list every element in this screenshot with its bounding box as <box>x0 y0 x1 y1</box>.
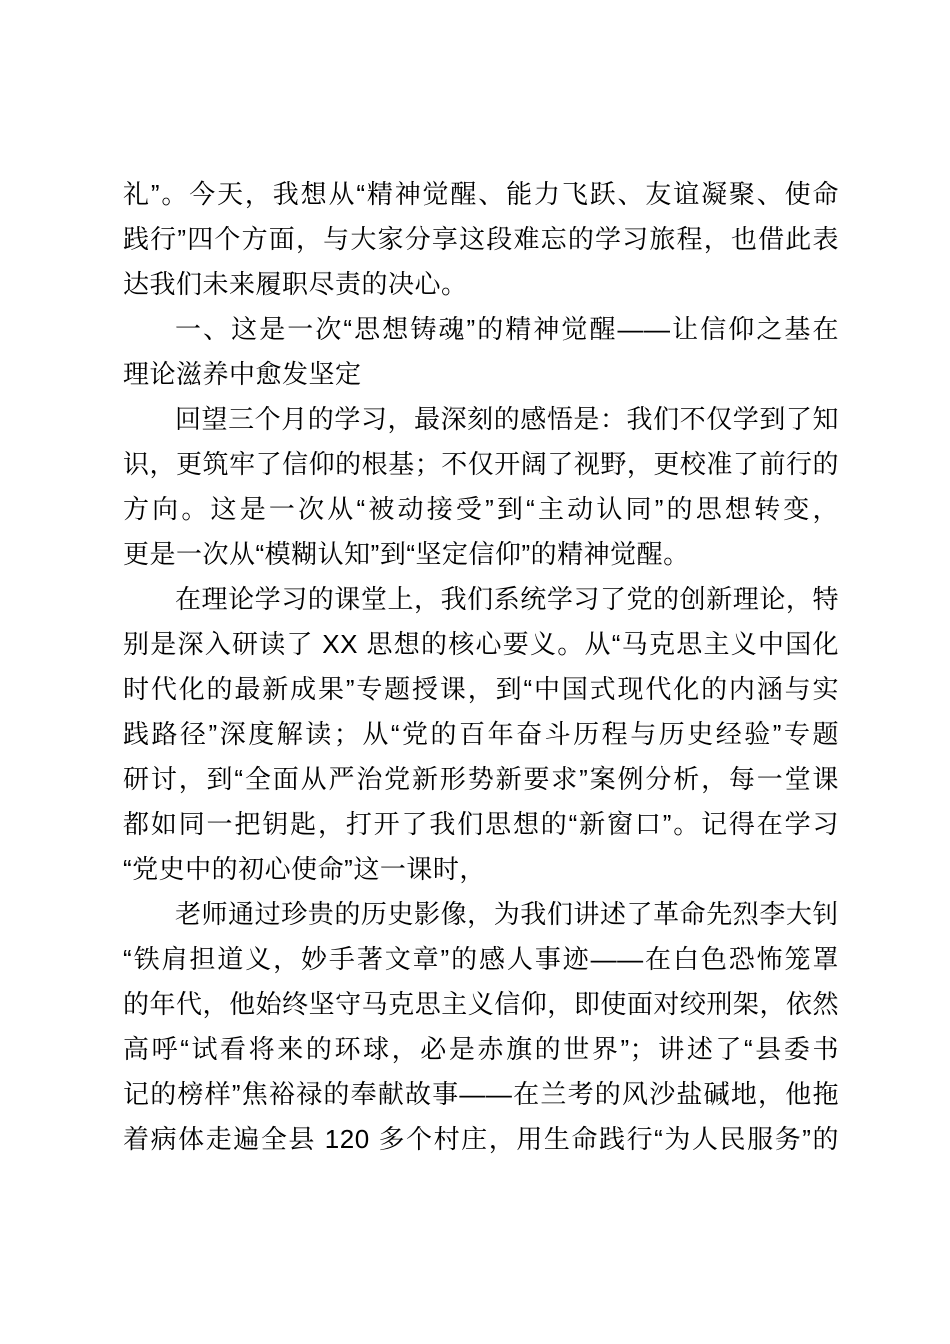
text-line: 识，更筑牢了信仰的根基；不仅开阔了视野，更校准了前行的 <box>123 449 839 479</box>
text-line: 在理论学习的课堂上，我们系统学习了党的创新理论，特 <box>175 584 839 614</box>
text-line: 别是深入研读了 XX 思想的核心要义。从“马克思主义中国化 <box>123 629 839 659</box>
text-line: 记的榜样”焦裕禄的奉献故事——在兰考的风沙盐碱地，他拖 <box>123 1079 839 1109</box>
text-line: 礼”。今天，我想从“精神觉醒、能力飞跃、友谊凝聚、使命 <box>123 179 839 209</box>
text-line: 着病体走遍全县 120 多个村庄，用生命践行“为人民服务”的 <box>123 1124 839 1154</box>
document-body <box>123 172 839 1162</box>
paragraph-continuation <box>123 172 839 307</box>
text-line: 老师通过珍贵的历史影像，为我们讲述了革命先烈李大钊 <box>175 899 839 929</box>
text-line: 达我们未来履职尽责的决心。 <box>123 269 468 299</box>
text-line: 践行”四个方面，与大家分享这段难忘的学习旅程，也借此表 <box>123 224 839 254</box>
text-line: “铁肩担道义，妙手著文章”的感人事迹——在白色恐怖笼罩 <box>123 944 839 974</box>
text-line: “党史中的初心使命”这一课时， <box>123 854 486 884</box>
text-line: 方向。这是一次从“被动接受”到“主动认同”的思想转变， <box>123 494 839 524</box>
text-line: 高呼“试看将来的环球，必是赤旗的世界”；讲述了“县委书 <box>123 1034 839 1064</box>
text-line: 一、这是一次“思想铸魂”的精神觉醒——让信仰之基在 <box>175 314 839 344</box>
text-line: 时代化的最新成果”专题授课，到“中国式现代化的内涵与实 <box>123 674 839 704</box>
paragraph-theory-study <box>123 577 839 892</box>
text-line: 研讨，到“全面从严治党新形势新要求”案例分析，每一堂课 <box>123 764 839 794</box>
text-line: 回望三个月的学习，最深刻的感悟是：我们不仅学到了知 <box>175 404 839 434</box>
text-line: 的年代，他始终坚守马克思主义信仰，即使面对绞刑架，依然 <box>123 989 839 1019</box>
text-line: 理论滋养中愈发坚定 <box>123 359 362 389</box>
paragraph-teacher-story <box>123 892 839 1162</box>
text-line: 践路径”深度解读；从“党的百年奋斗历程与历史经验”专题 <box>123 719 839 749</box>
paragraph-review <box>123 397 839 577</box>
section-heading-1 <box>123 307 839 397</box>
text-line: 都如同一把钥匙，打开了我们思想的“新窗口”。记得在学习 <box>123 809 839 839</box>
text-line: 更是一次从“模糊认知”到“坚定信仰”的精神觉醒。 <box>123 539 690 569</box>
